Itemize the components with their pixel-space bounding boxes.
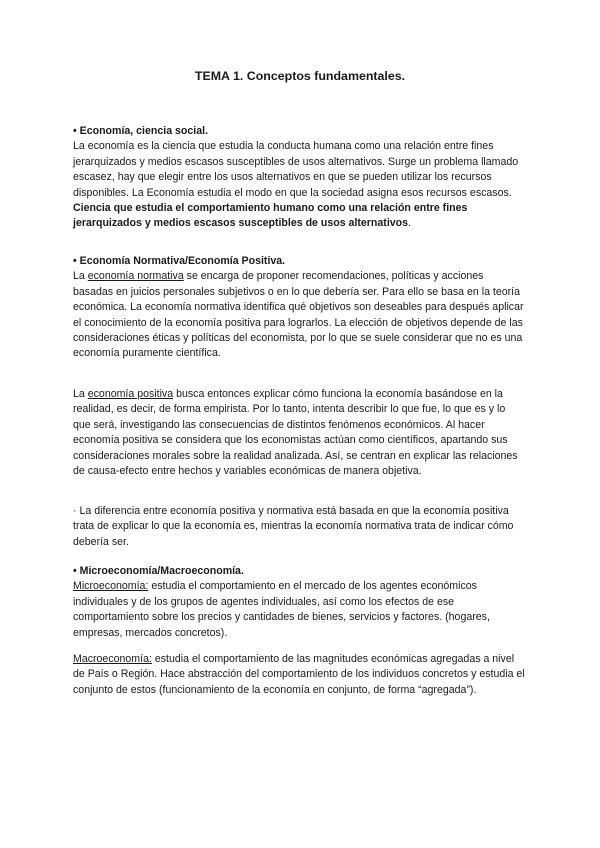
- definition-end: .: [408, 217, 411, 230]
- text-prefix: La: [73, 388, 88, 400]
- section-normativa-positiva: [73, 254, 525, 362]
- term-economia-normativa: economía normativa: [87, 270, 184, 283]
- paragraph-text: estudia el comportamiento en el mercado de los agentes económicos individuales y de los grupos de agentes individuales, así como los efectos de ese comportamiento sobre los precios y cantidades de bienes, servicios y factores. (hogares, empresas, mercados concretos).: [73, 580, 490, 639]
- paragraph-diferencia: · La diferencia entre economía positiva y normativa está basada en que la economía positiva trata de explicar lo que la economía es, mientras la economía normativa trata de indicar cómo debería ser.: [73, 505, 514, 548]
- section-heading: • Microeconomía/Macroeconomía.: [73, 565, 244, 577]
- paragraph-macro: [73, 652, 525, 698]
- section-heading: • Economía, ciencia social.: [73, 125, 209, 137]
- section-economia-ciencia-social: [73, 124, 525, 232]
- term-macroeconomia: Macroeconomía:: [73, 653, 152, 665]
- paragraph-positiva: [73, 387, 525, 479]
- paragraph-text: busca entonces explicar cómo funciona la economía basándose en la realidad, es decir, de forma empirista. Por lo tanto, intenta describir lo que fue, lo que es y lo que será, investigando las consecuencias de distintos fenómenos económicos. Al hacer economía positiva se considera que los economistas actúan como científicos, apartando sus consideraciones morales sobre la realidad analizada. Así, se centran en explicar las relaciones de causa-efecto entre hechos y variables económicas de manera objetiva.: [73, 388, 518, 478]
- paragraph-text: estudia el comportamiento de las magnitudes económicas agregadas a nivel de País o Región. Hace abstracción del comportamiento de los individuos concretos y estudia el conjunto de estos (funcionamiento de la economía en conjunto, de forma “agregada”).: [73, 653, 525, 696]
- paragraph-micro: [73, 579, 525, 641]
- definition-paragraph: [73, 201, 525, 232]
- section-macro-paragraph: [73, 652, 525, 698]
- section-heading: • Economía Normativa/Economía Positiva.: [73, 255, 286, 267]
- paragraph: La economía es la ciencia que estudia la conducta humana como una relación entre fines jerarquizados y medios escasos susceptibles de usos alternativos. Surge un problema llamado escasez, hay que elegir entre los usos alternativos en que se pueden utilizar los recursos disponibles. La Economía estudia el modo en que la sociedad asigna esos recursos escasos.: [73, 140, 519, 199]
- paragraph-text: se encarga de proponer recomendaciones, políticas y acciones basadas en juicios personales subjetivos o en lo que debería ser. Para ello se basa en la teoría económica. La economía normativa identifica qué objetivos son deseables para después aplicar el conocimiento de la economía positiva para lograrlos. La elección de objetivos depende de las consideraciones éticas y políticas del economista, por lo que se suele considerar que no es una economía puramente científica.: [73, 270, 524, 360]
- text-prefix: La: [73, 270, 88, 283]
- section-diferencia: [73, 504, 525, 550]
- page-title: TEMA 1. Conceptos fundamentales.: [194, 69, 406, 83]
- definition-text: Ciencia que estudia el comportamiento humano como una relación entre fines jerarquizados y medios escasos susceptibles de usos alternativos: [73, 202, 468, 230]
- section-micro-macro: [73, 564, 525, 641]
- term-microeconomia: Microeconomía:: [73, 580, 149, 593]
- paragraph-normativa: [73, 269, 525, 361]
- section-positiva-paragraph: [73, 387, 525, 479]
- term-economia-positiva: economía positiva: [87, 388, 174, 400]
